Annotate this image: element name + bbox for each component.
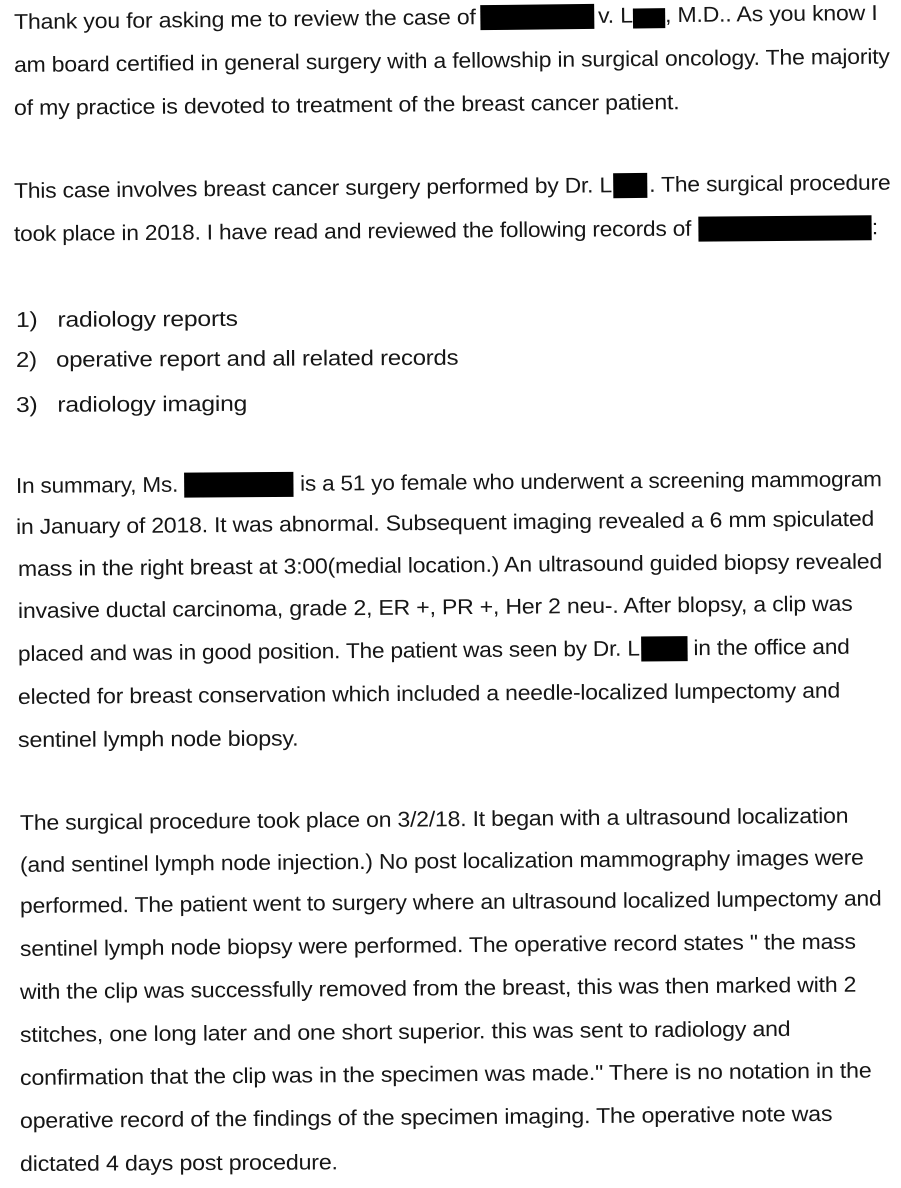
records-list-item-2 bbox=[16, 345, 458, 373]
p3-line-6: elected for breast conservation which included a needle-localized lumpectomy and bbox=[17, 678, 841, 709]
p4-line-3: performed. The patient went to surgery where an ultrasound localized lumpectomy and bbox=[19, 886, 882, 918]
redacted-plaintiff-name bbox=[480, 4, 594, 30]
records-list-text: radiology imaging bbox=[57, 391, 248, 417]
p4-line-2: (and sentinel lymph node injection.) No post localization mammography images were bbox=[19, 845, 864, 877]
records-list-number: 2) bbox=[15, 347, 37, 372]
redacted-patient-name-2 bbox=[184, 472, 293, 498]
p1-line-1-text-c: , M.D.. As you know I bbox=[664, 0, 878, 28]
records-list-item-1 bbox=[16, 306, 238, 333]
records-list-text: operative report and all related records bbox=[56, 345, 459, 372]
p3-line-5 bbox=[18, 634, 850, 667]
redacted-patient-name-1 bbox=[698, 215, 871, 241]
records-list-item-3 bbox=[16, 391, 247, 418]
p3-line-7: sentinel lymph node biopsy. bbox=[17, 726, 299, 752]
p2-line-1 bbox=[14, 170, 891, 204]
records-list-number: 1) bbox=[15, 307, 38, 332]
p4-line-8: operative record of the findings of the specimen imaging. The operative note was bbox=[19, 1101, 833, 1133]
p4-line-4: sentinel lymph node biopsy were performed. The operative record states " the mass bbox=[19, 929, 856, 961]
p3-line-5-text-b: in the office and bbox=[693, 634, 850, 661]
p2-line-1-text-b: . The surgical procedure bbox=[649, 170, 891, 197]
p4-line-6: stitches, one long later and one short superior. this was sent to radiology and bbox=[19, 1016, 791, 1047]
p3-line-2: in January of 2018. It was abnormal. Subsequent imaging revealed a 6 mm spiculated bbox=[15, 506, 875, 539]
p4-line-1: The surgical procedure took place on 3/2/18. It began with a ultrasound localization bbox=[19, 803, 849, 835]
p3-line-1-text-a: In summary, Ms. bbox=[15, 472, 179, 498]
p1-line-1 bbox=[14, 0, 878, 35]
redacted-surgeon-name-1 bbox=[613, 173, 647, 198]
p2-line-1-text-a: This case involves breast cancer surgery performed by Dr. L bbox=[13, 173, 613, 203]
p3-line-4: invasive ductal carcinoma, grade 2, ER +, PR +, Her 2 neu-. After blopsy, a clip was bbox=[17, 591, 853, 623]
p3-line-3: mass in the right breast at 3:00(medial location.) An ultrasound guided biopsy revealed bbox=[17, 549, 883, 581]
p2-line-2 bbox=[14, 214, 878, 247]
p4-line-5: with the clip was successfully removed from the breast, this was then marked with 2 bbox=[19, 972, 857, 1004]
p3-line-1-text-b: is a 51 yo female who underwent a screening mammogram bbox=[299, 467, 882, 496]
redacted-surgeon-name-2 bbox=[641, 636, 688, 661]
p1-line-2: am board certified in general surgery with a fellowship in surgical oncology. The majority bbox=[13, 44, 890, 77]
p4-line-7: confirmation that the clip was in the specimen was made." There is no notation in the bbox=[19, 1058, 872, 1090]
redacted-defendant-name bbox=[633, 8, 665, 28]
p1-line-1-text-b: v. L bbox=[597, 3, 633, 28]
p3-line-5-text-a: placed and was in good position. The patient was seen by Dr. L bbox=[17, 636, 640, 666]
p1-line-1-text-a: Thank you for asking me to review the case of bbox=[13, 5, 476, 34]
p2-line-2-text-a: took place in 2018. I have read and reviewed the following records of bbox=[13, 216, 692, 246]
p4-line-9: dictated 4 days post procedure. bbox=[19, 1150, 338, 1176]
p1-line-3: of my practice is devoted to treatment of the breast cancer patient. bbox=[13, 90, 680, 120]
records-list-text: radiology reports bbox=[57, 306, 238, 332]
p3-line-1 bbox=[16, 466, 882, 499]
records-list-number: 3) bbox=[15, 392, 38, 417]
p2-line-2-text-b: : bbox=[871, 215, 878, 240]
